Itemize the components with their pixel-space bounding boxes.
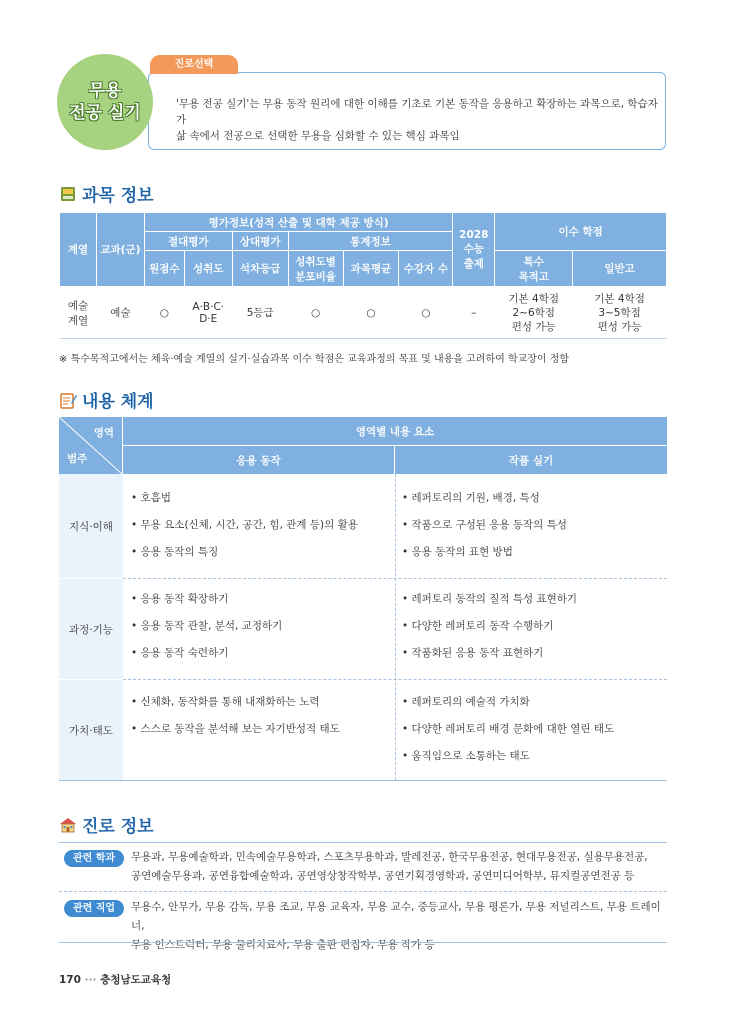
header-general-school: 일반고: [573, 251, 667, 287]
subject-description: [176, 96, 660, 144]
header-students: 수강자 수: [399, 251, 453, 287]
corner-area-label: 영역: [93, 427, 114, 439]
cell-achievement: [184, 287, 232, 339]
list-item: • 응용 동작의 표현 방법: [402, 546, 513, 558]
col-work-practice: 작품 실기: [395, 446, 667, 474]
cell-rank: 5등급: [232, 287, 288, 339]
cell-distribution: ○: [288, 287, 343, 339]
header-absolute: 절대평가: [144, 232, 232, 251]
header-eval-info: 평가정보(성적 산출 및 대학 제공 방식): [144, 213, 452, 232]
header-csat: [453, 213, 495, 287]
value-left-list: [131, 689, 393, 743]
career-mid-line: [59, 891, 667, 892]
subject-title-line1: 무용: [88, 81, 122, 101]
cell-gyeyeol-line2: 계열: [67, 314, 89, 327]
cell-gyeyeol-line1: 예술: [67, 299, 89, 312]
header-stats: 통계정보: [288, 232, 453, 251]
content-row-value: [59, 680, 667, 780]
related-job-line1: 무용수, 안무가, 무용 감독, 무용 조교, 무용 교육자, 무용 교수, 중등교사, 무용 평론가, 무용 저널리스트, 무용 트레이너,: [131, 901, 661, 932]
cell-special-line3: 편성 가능: [511, 320, 556, 333]
content-row-knowledge: [59, 474, 667, 578]
career-info-heading: [59, 812, 154, 837]
content-system-header: [59, 417, 667, 474]
header-special-school: [495, 251, 573, 287]
header-avg: 과목평균: [343, 251, 399, 287]
header-distribution: [288, 251, 343, 287]
career-bottom-line: [59, 942, 667, 943]
page-footer: [59, 972, 171, 987]
related-dept-tag: 관련 학과: [64, 850, 124, 867]
course-type-tag: 진로선택: [150, 55, 238, 74]
publisher-name: 충청남도교육청: [100, 974, 172, 986]
cell-special-line1: 기본 4학점: [508, 292, 559, 305]
cell-achievement-line1: A·B·C·: [192, 300, 225, 313]
cell-general-line2: 3~5학점: [598, 306, 641, 319]
cell-general-line3: 편성 가능: [597, 320, 642, 333]
cell-avg: ○: [343, 287, 399, 339]
col-applied-motion: 응용 동작: [123, 446, 394, 474]
cell-special-line2: 2~6학점: [512, 306, 555, 319]
footer-separator: ···: [84, 974, 97, 986]
page-number: 170: [59, 974, 81, 986]
header-dist-line2: 분포비율: [295, 270, 336, 283]
header-raw-score: 원점수: [144, 251, 184, 287]
cell-raw-score: ○: [144, 287, 184, 339]
knowledge-right-list: [402, 485, 664, 566]
header-achievement: 성취도: [184, 251, 232, 287]
list-item: • 응용 동작 관찰, 분석, 교정하기: [131, 620, 283, 632]
subject-title-line2: 전공 실기: [69, 103, 141, 123]
category-label: 과정·기능: [59, 579, 123, 679]
content-system-heading: [59, 387, 154, 412]
cell-general-school: [573, 287, 667, 339]
column-divider: [395, 474, 396, 780]
related-job-tag: 관련 직업: [64, 900, 124, 917]
description-line1: '무용 전공 실기'는 무용 동작 원리에 대한 이해를 기초로 기본 동작을 응용하고 확장하는 과목으로, 학습자가: [176, 98, 658, 126]
process-right-list: [402, 586, 664, 667]
list-item: • 레퍼토리 동작의 질적 특성 표현하기: [402, 593, 578, 605]
school-icon: [59, 816, 77, 834]
header-gyeyeol: 계열: [60, 213, 97, 287]
related-job-line2: 무용 인스트럭터, 무용 물리치료사, 무용 출판 편집자, 무용 작가 등: [131, 939, 435, 951]
related-job-list: [131, 898, 667, 955]
cell-special-school: [495, 287, 573, 339]
list-item: • 레퍼토리의 예술적 가치화: [402, 696, 530, 708]
course-info-heading: [59, 181, 154, 206]
list-item: • 작품화된 응용 동작 표현하기: [402, 647, 544, 659]
list-item: • 작품으로 구성된 응용 동작의 특성: [402, 519, 567, 531]
career-top-line: [59, 842, 667, 843]
category-label: 가치·태도: [59, 680, 123, 780]
process-left-list: [131, 586, 393, 667]
list-item: • 다양한 레퍼토리 동작 수행하기: [402, 620, 554, 632]
cell-achievement-line2: D·E: [199, 312, 218, 325]
header-rank: 석차등급: [232, 251, 288, 287]
cell-gyogwa: 예술: [96, 287, 144, 339]
career-info-title: 진로 정보: [82, 817, 154, 837]
header-csat-line2: 수능: [463, 242, 484, 255]
value-right-list: [402, 689, 664, 770]
area-header: 영역별 내용 요소: [123, 417, 667, 445]
header-csat-line1: 2028: [459, 228, 489, 241]
related-dept-line1: 무용과, 무용예술학과, 민속예술무용학과, 스포츠무용학과, 발레전공, 한국무용전공, 현대무용전공, 실용무용전공,: [131, 851, 648, 863]
list-item: • 레퍼토리의 기원, 배경, 특성: [402, 492, 540, 504]
corner-category-label: 범주: [67, 453, 88, 465]
list-item: • 호흡법: [131, 492, 171, 504]
corner-cell: [59, 417, 122, 474]
related-dept-line2: 공연예술무용과, 공연융합예술학과, 공연영상창작학부, 공연기획경영학과, 공연미디어학부, 뮤지컬공연전공 등: [131, 870, 635, 882]
header-special-line1: 특수: [523, 255, 544, 268]
notepad-icon: [59, 391, 77, 409]
header-gyogwa: 교과(군): [96, 213, 144, 287]
content-system-title: 내용 체계: [82, 392, 154, 412]
list-item: • 응용 동작 확장하기: [131, 593, 229, 605]
header-credits: 이수 학점: [495, 213, 667, 251]
content-row-process: [59, 579, 667, 679]
list-item: • 응용 동작 숙련하기: [131, 647, 229, 659]
cell-general-line1: 기본 4학점: [594, 292, 645, 305]
course-info-table: [59, 212, 667, 339]
category-label: 지식·이해: [59, 474, 123, 578]
course-info-title: 과목 정보: [82, 186, 154, 206]
knowledge-left-list: [131, 485, 393, 566]
list-item: • 움직임으로 소통하는 태도: [402, 750, 530, 762]
description-line2: 삶 속에서 전공으로 선택한 무용을 심화할 수 있는 핵심 과목임: [176, 130, 460, 142]
table-bottom-border: [59, 780, 667, 781]
list-item: • 무용 요소(신체, 시간, 공간, 힘, 관계 등)의 활용: [131, 519, 358, 531]
cell-students: ○: [399, 287, 453, 339]
header-relative: 상대평가: [232, 232, 288, 251]
header-csat-line3: 출제: [463, 257, 484, 270]
list-item: • 스스로 동작을 분석해 보는 자기반성적 태도: [131, 723, 340, 735]
credits-note: ※ 특수목적고에서는 체육·예술 계열의 실기·실습과목 이수 학점은 교육과정의 목표 및 내용을 고려하여 학교장이 정함: [59, 354, 570, 365]
related-dept-list: [131, 848, 667, 886]
cell-csat: –: [453, 287, 495, 339]
header-dist-line1: 성취도별: [295, 255, 336, 268]
list-item: • 다양한 레퍼토리 배경 문화에 대한 열린 태도: [402, 723, 615, 735]
list-item: • 응용 동작의 특징: [131, 546, 219, 558]
list-item: • 신체화, 동작화를 통해 내재화하는 노력: [131, 696, 320, 708]
cell-gyeyeol: [60, 287, 97, 339]
header-special-line2: 목적고: [518, 270, 549, 283]
book-icon: [59, 185, 77, 203]
subject-title-badge: [57, 54, 153, 150]
